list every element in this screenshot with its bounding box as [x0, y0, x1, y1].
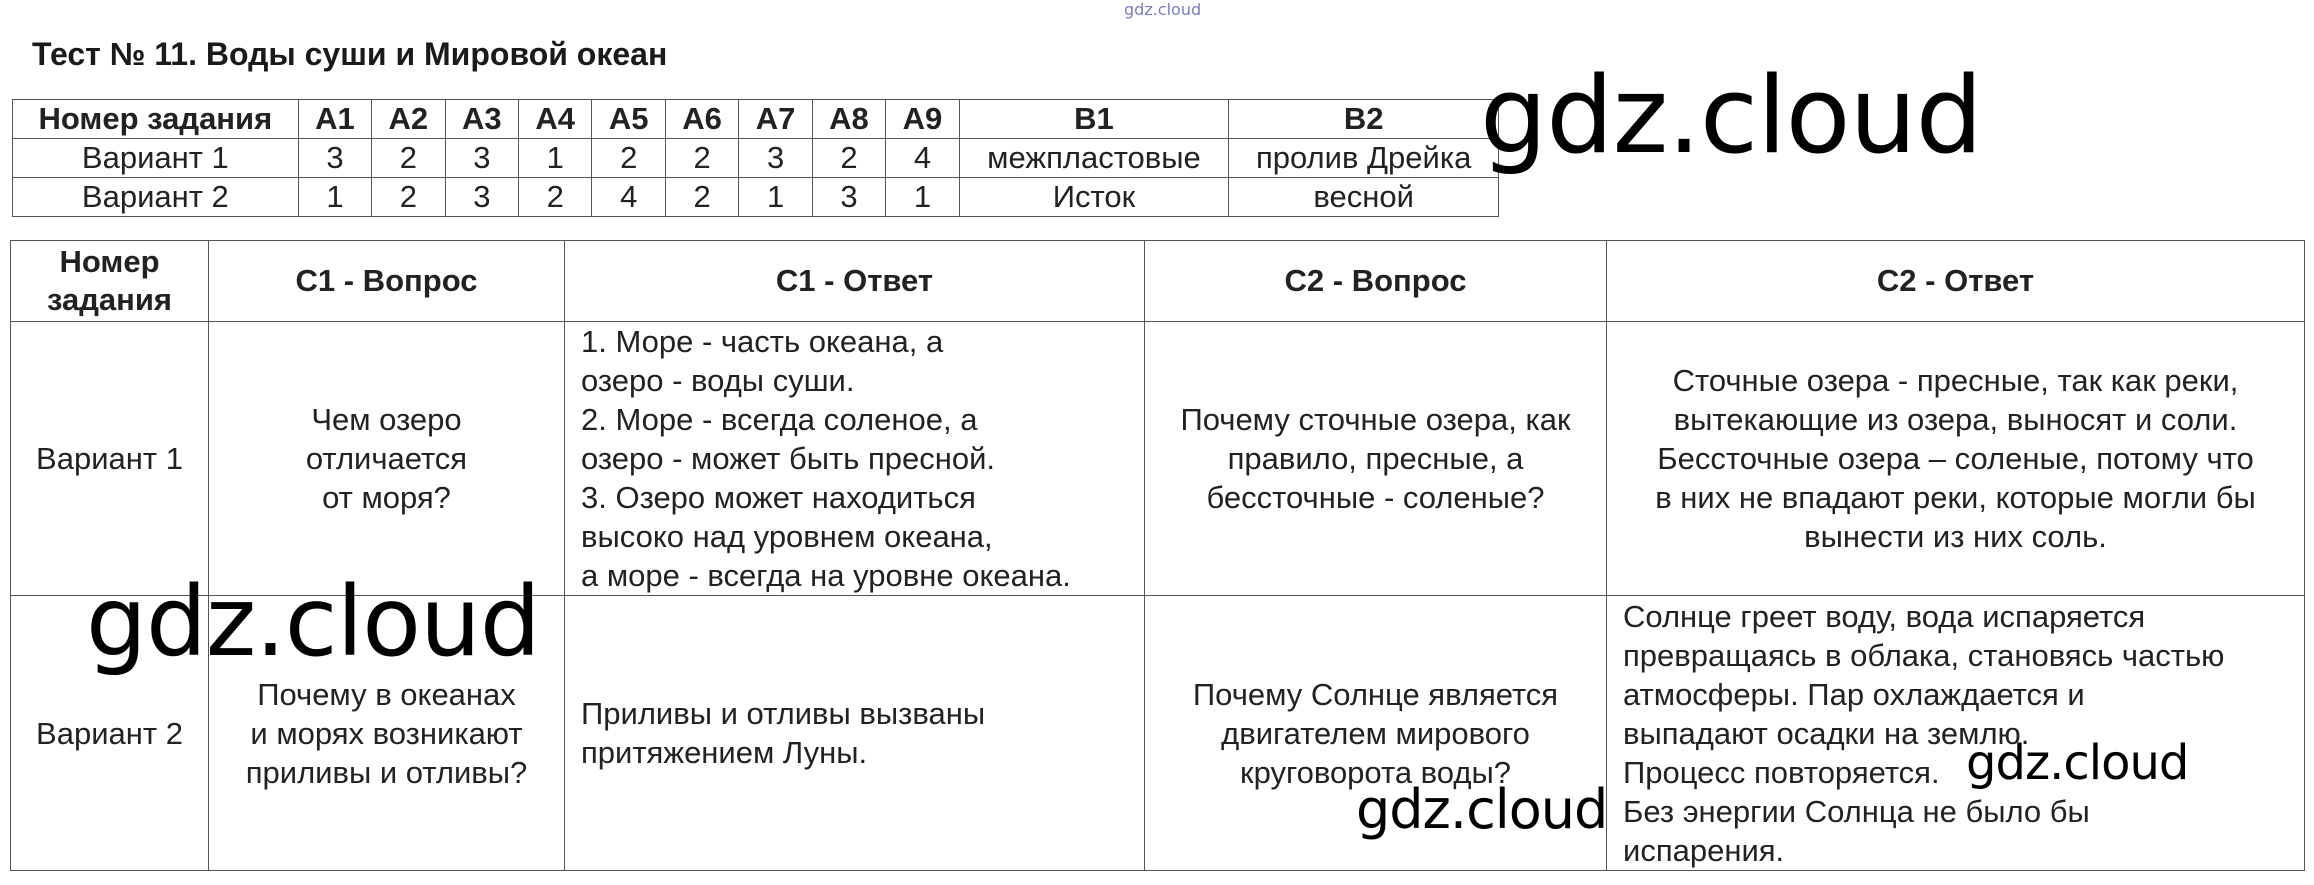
- page-title: Тест № 11. Воды суши и Мировой океан: [32, 36, 668, 72]
- row-label: Вариант 2: [11, 596, 209, 871]
- text-line: Солнце греет воду, вода испаряется: [1623, 598, 2146, 634]
- table-header-row: [11, 241, 2305, 322]
- table-row: [11, 322, 2305, 596]
- text-line: притяжением Луны.: [581, 735, 868, 770]
- watermark-top: gdz.cloud: [1124, 0, 1202, 19]
- text-line: Почему Солнце является: [1192, 676, 1559, 712]
- text-line: приливы и отливы?: [245, 754, 528, 790]
- header-line: задания: [46, 282, 173, 317]
- text-line: выпадают осадки на землю.: [1623, 715, 2030, 751]
- text-line: в них не впадают реки, которые могли бы: [1655, 480, 2256, 515]
- c1-question-cell: [209, 322, 565, 596]
- table-cell: 2: [665, 139, 738, 178]
- text-line: испарения.: [1623, 832, 1785, 868]
- header-cell: Номер задания: [13, 100, 299, 139]
- table-row: [13, 178, 1499, 217]
- text-line: Сточные озера - пресные, так как реки,: [1672, 363, 2239, 398]
- text-line: озеро - воды суши.: [581, 363, 855, 398]
- header-cell: А7: [739, 100, 812, 139]
- header-cell: А5: [592, 100, 665, 139]
- table-cell: 1: [298, 178, 371, 217]
- header-cell: С1 - Вопрос: [209, 241, 565, 322]
- c1-answer-cell: [565, 596, 1145, 871]
- table-cell: Исток: [959, 178, 1229, 217]
- table-cell: межпластовые: [959, 139, 1229, 178]
- text-line: Без энергии Солнца не было бы: [1623, 793, 2090, 829]
- table-cell: 2: [665, 178, 738, 217]
- header-cell: С1 - Ответ: [565, 241, 1145, 322]
- table-cell: 2: [812, 139, 885, 178]
- text-line: Бессточные озера – соленые, потому что: [1657, 441, 2254, 476]
- text-line: Почему в океанах: [257, 676, 516, 712]
- c2-answer-cell: [1607, 322, 2305, 596]
- c1-answer-cell: [565, 322, 1145, 596]
- text-line: Процесс повторяется.: [1623, 754, 1940, 790]
- text-line: озеро - может быть пресной.: [581, 441, 996, 476]
- header-cell: А2: [372, 100, 445, 139]
- text-line: Почему сточные озера, как: [1180, 402, 1571, 437]
- answers-table-c: [10, 240, 2305, 871]
- watermark: gdz.cloud: [86, 566, 540, 678]
- header-cell: А6: [665, 100, 738, 139]
- text-line: Чем озеро: [311, 402, 462, 437]
- table-cell: 3: [445, 139, 518, 178]
- text-line: бессточные - соленые?: [1206, 480, 1545, 515]
- table-row: [13, 139, 1499, 178]
- watermark: gdz.cloud: [1966, 735, 2189, 791]
- text-line: 1. Море - часть океана, а: [581, 324, 944, 359]
- text-line: вытекающие из озера, выносят и соли.: [1673, 402, 2238, 437]
- table-cell: 3: [739, 139, 812, 178]
- table-cell: 3: [445, 178, 518, 217]
- table-cell: 3: [812, 178, 885, 217]
- table-cell: 2: [372, 139, 445, 178]
- text-line: и морях возникают: [250, 715, 523, 751]
- row-label: Вариант 1: [13, 139, 299, 178]
- watermark: gdz.cloud: [1356, 778, 1608, 841]
- text-line: Приливы и отливы вызваны: [581, 696, 986, 731]
- text-line: высоко над уровнем океана,: [581, 519, 993, 554]
- table-cell: весной: [1229, 178, 1499, 217]
- header-line: Номер: [59, 244, 160, 279]
- text-line: атмосферы. Пар охлаждается и: [1623, 676, 2085, 712]
- header-cell: А1: [298, 100, 371, 139]
- text-line: от моря?: [322, 480, 451, 515]
- text-line: вынести из них соль.: [1804, 519, 2107, 554]
- header-cell: А8: [812, 100, 885, 139]
- table-header-row: [13, 100, 1499, 139]
- header-cell: В2: [1229, 100, 1499, 139]
- text-line: превращаясь в облака, становясь частью: [1623, 637, 2225, 673]
- table-cell: 2: [519, 178, 592, 217]
- c2-question-cell: [1145, 322, 1607, 596]
- header-cell: С2 - Вопрос: [1145, 241, 1607, 322]
- row-label: Вариант 1: [11, 322, 209, 596]
- text-line: круговорота воды?: [1240, 754, 1511, 790]
- table-cell: 2: [592, 139, 665, 178]
- text-line: 2. Море - всегда соленое, а: [581, 402, 978, 437]
- header-cell: [11, 241, 209, 322]
- table-cell: 4: [592, 178, 665, 217]
- header-cell: А3: [445, 100, 518, 139]
- table-cell: 1: [519, 139, 592, 178]
- table-cell: 1: [886, 178, 959, 217]
- text-line: правило, пресные, а: [1227, 441, 1524, 476]
- table-cell: пролив Дрейка: [1229, 139, 1499, 178]
- row-label: Вариант 2: [13, 178, 299, 217]
- table-cell: 1: [739, 178, 812, 217]
- header-task-number: [11, 243, 208, 319]
- text-line: отличается: [305, 441, 468, 476]
- header-cell: А9: [886, 100, 959, 139]
- text-line: 3. Озеро может находиться: [581, 480, 976, 515]
- table-cell: 2: [372, 178, 445, 217]
- table-cell: 4: [886, 139, 959, 178]
- text-line: а море - всегда на уровне океана.: [581, 558, 1071, 593]
- c2-answer-cell: [1607, 596, 2305, 871]
- answers-table-a-b: [12, 99, 1499, 217]
- text-line: двигателем мирового: [1221, 715, 1530, 751]
- header-cell: А4: [519, 100, 592, 139]
- header-cell: В1: [959, 100, 1229, 139]
- table-cell: 3: [298, 139, 371, 178]
- header-cell: С2 - Ответ: [1607, 241, 2305, 322]
- watermark: gdz.cloud: [1480, 54, 1982, 177]
